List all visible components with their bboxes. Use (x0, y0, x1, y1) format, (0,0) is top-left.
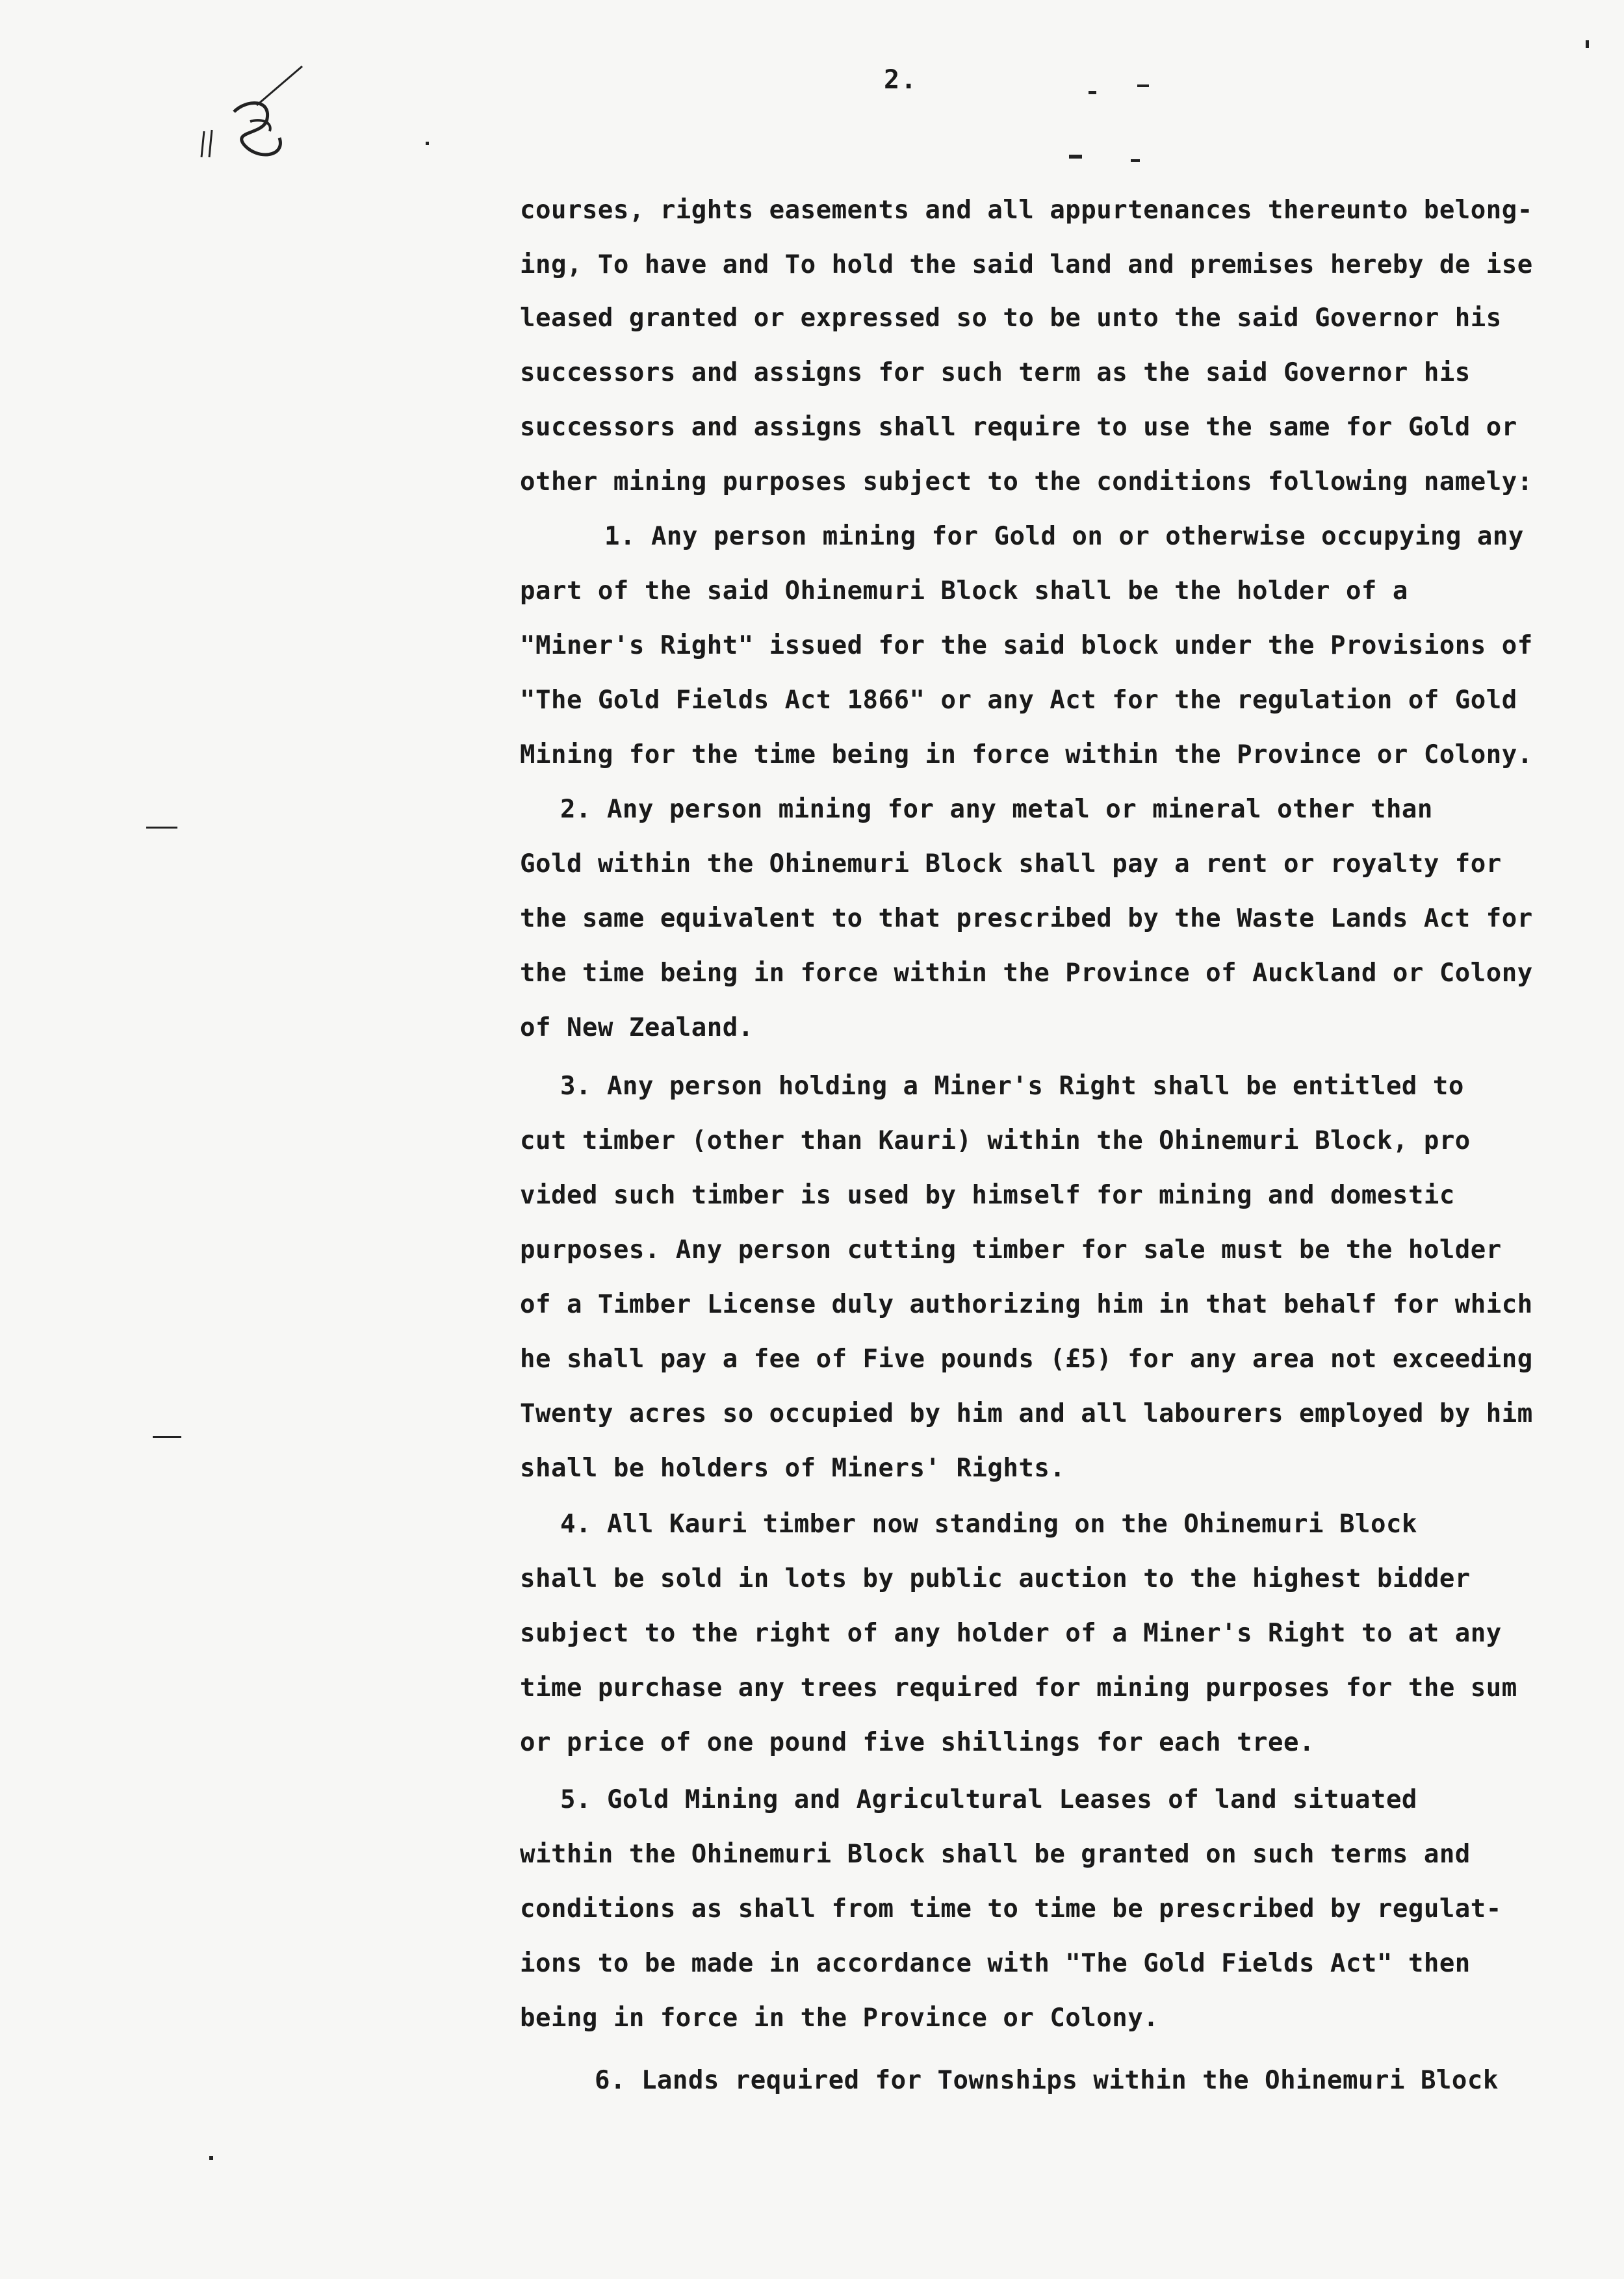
text-line: 1. Any person mining for Gold on or otherwise occupying any (604, 522, 1524, 551)
text-line: Gold within the Ohinemuri Block shall pay a rent or royalty for (520, 849, 1502, 879)
scan-speck (209, 2156, 213, 2160)
text-line: or price of one pound five shillings for each tree. (520, 1728, 1315, 1757)
text-line: Mining for the time being in force within the Province or Colony. (520, 740, 1533, 769)
text-line: shall be sold in lots by public auction to the highest bidder (520, 1564, 1471, 1593)
text-line: "Miner's Right" issued for the said block under the Provisions of (520, 631, 1533, 660)
scan-speck (1089, 91, 1096, 94)
text-line: Twenty acres so occupied by him and all labourers employed by him (520, 1399, 1533, 1428)
text-line: 2. Any person mining for any metal or mineral other than (560, 795, 1433, 824)
text-line: he shall pay a fee of Five pounds (£5) for any area not exceeding (520, 1345, 1533, 1374)
text-line: other mining purposes subject to the conditions following namely: (520, 467, 1533, 496)
text-line: time purchase any trees required for mining purposes for the sum (520, 1673, 1517, 1703)
text-line: shall be holders of Miners' Rights. (520, 1454, 1066, 1483)
margin-mark (146, 827, 177, 829)
page-number: 2. (884, 65, 918, 95)
text-line: cut timber (other than Kauri) within the Ohinemuri Block, pro (520, 1126, 1471, 1155)
text-line: of New Zealand. (520, 1013, 754, 1042)
text-line: conditions as shall from time to time be prescribed by regulat- (520, 1894, 1502, 1924)
text-line: 5. Gold Mining and Agricultural Leases of land situated (560, 1785, 1417, 1814)
text-line: within the Ohinemuri Block shall be granted on such terms and (520, 1840, 1471, 1869)
text-line: ions to be made in accordance with "The Gold Fields Act" then (520, 1949, 1471, 1978)
scan-speck (1069, 155, 1082, 159)
text-line: ing, To have and To hold the said land and premises hereby de ise (520, 250, 1533, 279)
text-line: 6. Lands required for Townships within the Ohinemuri Block (595, 2066, 1499, 2095)
text-line: leased granted or expressed so to be unto the said Governor his (520, 303, 1502, 333)
text-line: of a Timber License duly authorizing him in that behalf for which (520, 1290, 1533, 1319)
text-line: the same equivalent to that prescribed by the Waste Lands Act for (520, 904, 1533, 933)
text-line: "The Gold Fields Act 1866" or any Act for the regulation of Gold (520, 686, 1517, 715)
text-line: successors and assigns for such term as the said Governor his (520, 358, 1471, 387)
scan-speck (1137, 84, 1149, 87)
text-line: 3. Any person holding a Miner's Right shall be entitled to (560, 1072, 1464, 1101)
text-line: successors and assigns shall require to use the same for Gold or (520, 413, 1517, 442)
text-line: part of the said Ohinemuri Block shall be the holder of a (520, 576, 1408, 606)
scan-speck (1586, 40, 1589, 48)
handwritten-folio-mark (195, 60, 312, 170)
text-line: courses, rights easements and all appurtenances thereunto belong- (520, 196, 1533, 225)
scan-speck (426, 142, 429, 145)
text-line: subject to the right of any holder of a Miner's Right to at any (520, 1619, 1502, 1648)
margin-mark (153, 1436, 181, 1438)
text-line: the time being in force within the Province of Auckland or Colony (520, 959, 1533, 988)
text-line: vided such timber is used by himself for mining and domestic (520, 1181, 1455, 1210)
folio-signature-icon (195, 60, 312, 170)
text-line: purposes. Any person cutting timber for sale must be the holder (520, 1235, 1502, 1265)
text-line: 4. All Kauri timber now standing on the Ohinemuri Block (560, 1510, 1417, 1539)
text-line: being in force in the Province or Colony. (520, 2003, 1159, 2033)
scan-speck (1131, 159, 1140, 162)
